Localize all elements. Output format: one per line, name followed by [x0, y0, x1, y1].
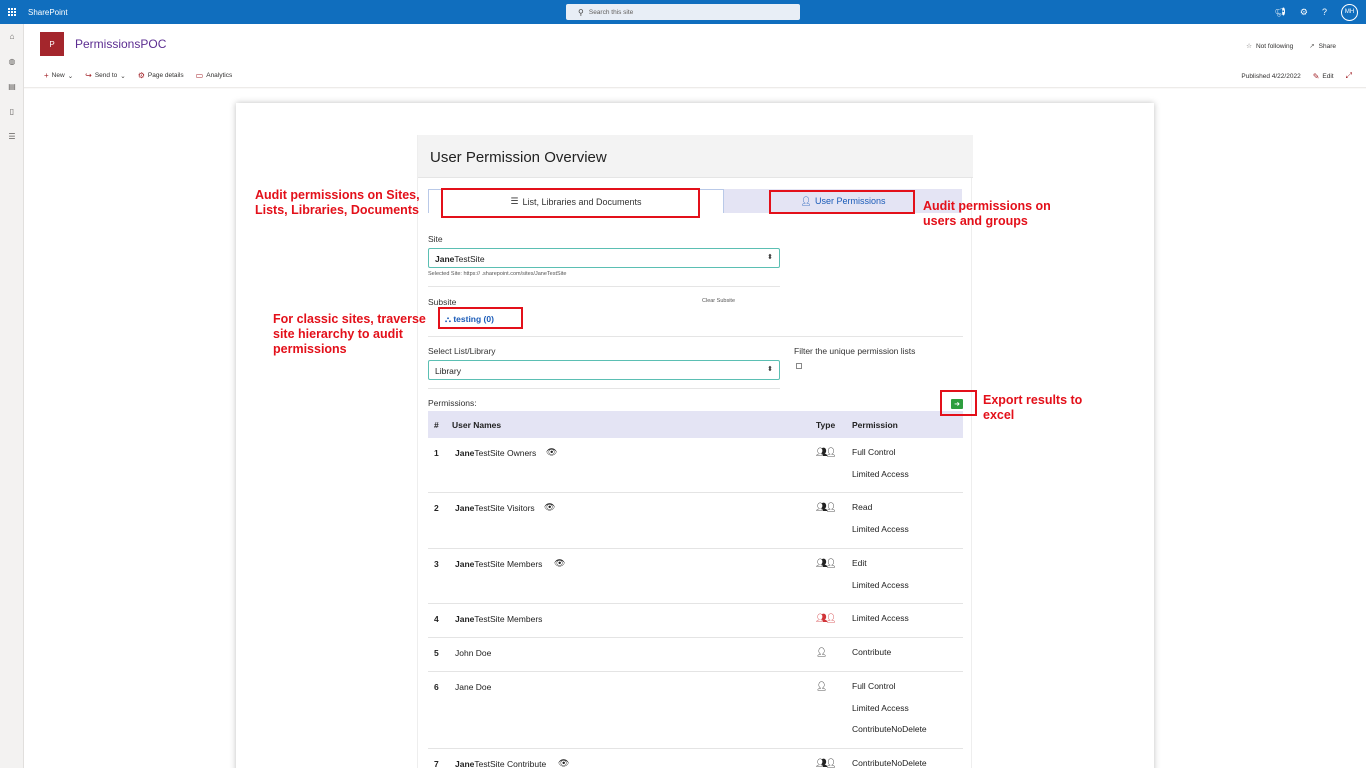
group-type-icon: 👥︎👤︎: [816, 502, 835, 512]
row-user-name: Jane Doe: [455, 682, 492, 692]
news-icon[interactable]: ▤: [8, 82, 16, 91]
row-permissions: [852, 753, 927, 768]
gear-icon: ⚙: [137, 71, 145, 80]
help-icon[interactable]: ?: [1321, 7, 1327, 17]
table-row: [428, 672, 963, 749]
view-members-eye-icon[interactable]: 👁︎: [554, 558, 566, 568]
row-permissions: [852, 676, 927, 741]
tab-user-permissions[interactable]: 👤︎ User Permissions: [800, 195, 886, 206]
user-type-icon: 👤︎: [816, 681, 826, 691]
row-permissions: [852, 553, 909, 596]
row-user-name: JaneTestSite Members: [455, 559, 543, 569]
pencil-icon: ✎: [1312, 71, 1320, 81]
row-number: 1: [434, 448, 439, 458]
page-details-button[interactable]: ⚙ Page details: [137, 71, 184, 80]
permission-level: ContributeNoDelete: [852, 724, 927, 734]
site-logo[interactable]: P: [40, 32, 64, 56]
group-type-icon: 👥︎👤︎: [816, 613, 835, 623]
view-members-eye-icon[interactable]: 👁︎: [544, 502, 556, 512]
view-members-eye-icon[interactable]: 👁︎: [546, 447, 558, 457]
send-to-button[interactable]: ↪ Send to ⌄: [85, 71, 126, 80]
permission-level: Limited Access: [852, 579, 909, 590]
filter-unique-checkbox[interactable]: [796, 363, 802, 369]
share-icon: ↗: [1309, 43, 1315, 50]
filter-unique-label: Filter the unique permission lists: [794, 346, 916, 356]
analytics-button[interactable]: ▭ Analytics: [195, 71, 233, 80]
row-number: 2: [434, 503, 439, 513]
table-row: [428, 493, 963, 549]
view-members-eye-icon[interactable]: 👁︎: [558, 758, 570, 768]
send-icon: ↪: [85, 71, 92, 80]
annotation-box-tab-user: [769, 190, 915, 214]
permissions-label: Permissions:: [428, 398, 477, 408]
sharepoint-brand-link[interactable]: SharePoint: [28, 7, 68, 17]
chevron-down-icon: ⌄: [120, 72, 126, 80]
permission-level: Full Control: [852, 681, 896, 691]
expand-icon[interactable]: ⤢: [1345, 71, 1352, 80]
user-icon: 👤︎: [800, 195, 812, 206]
row-user-name: John Doe: [455, 648, 492, 658]
published-date: Published 4/22/2022: [1241, 72, 1301, 80]
search-box[interactable]: [566, 4, 800, 20]
search-placeholder: Search this site: [588, 8, 634, 16]
list-icon[interactable]: ☰: [8, 132, 16, 141]
plus-icon: +: [44, 71, 49, 80]
subsite-label: Subsite: [428, 297, 457, 307]
command-bar: [24, 64, 1366, 88]
group-type-icon: 👥︎👤︎: [816, 758, 835, 768]
star-icon: ☆: [1246, 43, 1252, 50]
site-label: Site: [428, 234, 443, 244]
user-avatar[interactable]: MH: [1341, 4, 1358, 21]
annotation-box-export: [940, 390, 977, 416]
permission-level: Limited Access: [852, 702, 909, 713]
annotation-export: Export results to excel: [983, 393, 1083, 422]
selected-site-hint: Selected Site: https:// .sharepoint.com/sites/JaneTestSite: [428, 271, 567, 277]
user-type-icon: 👤︎: [816, 647, 826, 657]
site-title[interactable]: PermissionsPOC: [75, 37, 167, 51]
row-number: 7: [434, 759, 439, 768]
permission-level: Limited Access: [852, 613, 909, 623]
col-permission: Permission: [852, 420, 898, 430]
table-row: [428, 638, 963, 672]
row-number: 3: [434, 559, 439, 569]
document-icon[interactable]: ▯: [9, 107, 15, 116]
tab-list-libraries-documents[interactable]: ☰ List, Libraries and Documents: [428, 189, 724, 213]
site-header: [24, 24, 1366, 64]
subsite-testing-button[interactable]: ⛬ testing (0): [445, 314, 494, 324]
row-number: 6: [434, 682, 439, 692]
megaphone-icon[interactable]: 📢︎: [1274, 6, 1286, 17]
annotation-classic: For classic sites, traverse site hierarchy to audit permissions: [273, 312, 426, 356]
search-icon: ⚲: [578, 7, 584, 17]
col-user-names: User Names: [452, 420, 502, 430]
row-permissions: [852, 608, 909, 630]
table-header: [428, 411, 963, 438]
row-user-name: JaneTestSite Contribute: [455, 759, 547, 768]
row-number: 4: [434, 614, 439, 624]
annotation-box-tab-list: [441, 188, 700, 218]
select-caret-icon: ⬍: [767, 254, 773, 261]
sitemap-icon: ⛬: [445, 314, 451, 324]
table-row: [428, 604, 963, 638]
list-icon: ☰: [510, 196, 519, 206]
annotation-box-subsite: [438, 307, 523, 329]
clear-subsite-link[interactable]: Clear Subsite: [702, 298, 736, 304]
col-num: #: [434, 420, 439, 430]
list-library-label: Select List/Library: [428, 346, 496, 356]
edit-button[interactable]: ✎ Edit: [1312, 71, 1334, 81]
row-permissions: [852, 497, 909, 540]
share-button[interactable]: ↗ Share: [1309, 43, 1336, 50]
settings-gear-icon[interactable]: ⚙: [1299, 6, 1308, 17]
export-excel-icon[interactable]: ➜: [951, 399, 963, 409]
not-following-button[interactable]: ☆ Not following: [1246, 43, 1294, 50]
row-permissions: [852, 442, 909, 485]
permission-level: ContributeNoDelete: [852, 758, 927, 768]
webpart-title: User Permission Overview: [418, 135, 973, 178]
table-row: [428, 438, 963, 493]
left-app-rail: [0, 24, 24, 768]
col-type: Type: [816, 420, 836, 430]
divider: [428, 286, 780, 287]
row-number: 5: [434, 648, 439, 658]
divider: [428, 388, 780, 389]
permission-level: Limited Access: [852, 468, 909, 479]
permission-level: Read: [852, 502, 873, 512]
annotation-sites: Audit permissions on Sites, Lists, Libraries, Documents: [255, 188, 420, 217]
list-library-select[interactable]: Library ⬍: [428, 360, 780, 380]
permission-level: Edit: [852, 558, 867, 568]
permission-level: Full Control: [852, 447, 896, 457]
suite-bar: [0, 0, 1366, 24]
permission-webpart: [417, 135, 972, 768]
home-icon[interactable]: ⌂: [9, 32, 15, 41]
permission-level: Limited Access: [852, 523, 909, 534]
row-permissions: [852, 642, 891, 664]
table-row: [428, 549, 963, 604]
select-caret-icon: ⬍: [767, 366, 773, 373]
row-user-name: JaneTestSite Owners: [455, 448, 537, 458]
row-user-name: JaneTestSite Members: [455, 614, 543, 624]
analytics-icon: ▭: [195, 71, 204, 80]
group-type-icon: 👥︎👤︎: [816, 558, 835, 568]
new-button[interactable]: + New ⌄: [44, 71, 74, 80]
table-row: [428, 749, 963, 768]
divider: [428, 336, 963, 337]
row-user-name: JaneTestSite Visitors: [455, 503, 535, 513]
group-type-icon: 👥︎👤︎: [816, 447, 835, 457]
globe-icon[interactable]: ◍: [8, 57, 16, 66]
chevron-down-icon: ⌄: [67, 72, 74, 80]
site-select[interactable]: JaneTestSite ⬍: [428, 248, 780, 268]
app-launcher-waffle-icon[interactable]: [0, 0, 24, 24]
permission-level: Contribute: [852, 647, 892, 657]
annotation-users: Audit permissions on users and groups: [923, 199, 1051, 228]
